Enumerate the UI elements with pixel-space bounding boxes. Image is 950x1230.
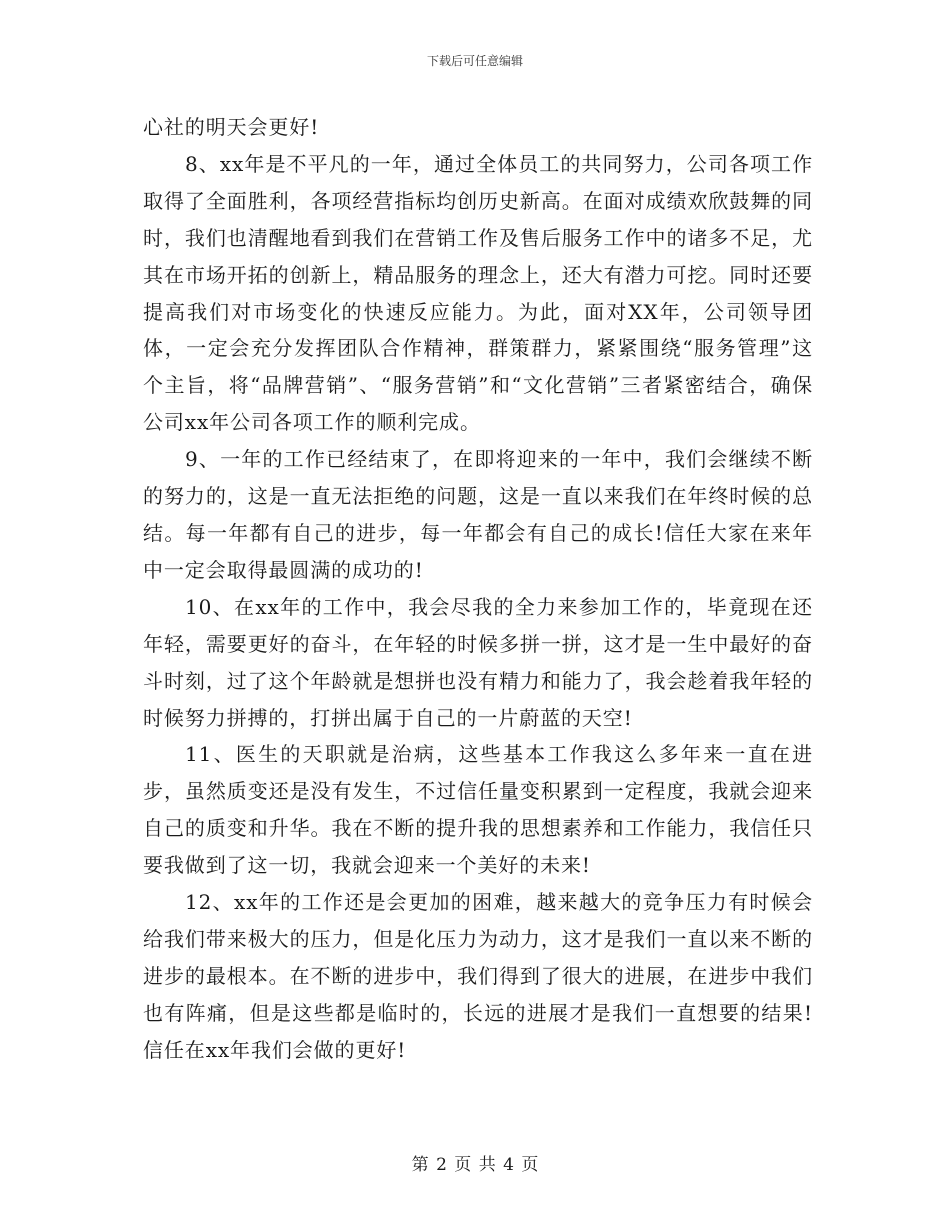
page-number-footer: 第 2 页 共 4 页 <box>411 1155 539 1175</box>
paragraph-item-10: 10、在xx年的工作中，我会尽我的全力来参加工作的，毕竟现在还年轻，需要更好的奋斗，在年轻的时候多拼一拼，这才是一生中最好的奋斗时刻，过了这个年龄就是想拼也没有精力和能力了，我会趁着我年轻的时候努力拼搏的，打拼出属于自己的一片蔚蓝的天空! <box>143 594 813 730</box>
paragraph-item-9: 9、一年的工作已经结束了，在即将迎来的一年中，我们会继续不断的努力的，这是一直无法拒绝的问题，这是一直以来我们在年终时候的总结。每一年都有自己的进步，每一年都会有自己的成长!信任大家在来年中一定会取得最圆满的成功的! <box>143 447 813 582</box>
paragraph-item-11: 11、医生的天职就是治病，这些基本工作我这么多年来一直在进步，虽然质变还是没有发生，不过信任量变积累到一定程度，我就会迎来自己的质变和升华。我在不断的提升我的思想素养和工作能力，我信任只要我做到了这一切，我就会迎来一个美好的未来! <box>143 742 813 878</box>
page-header: 下载后可任意编辑 <box>426 54 523 68</box>
document-body <box>143 109 813 1069</box>
paragraph-item-8: 8、xx年是不平凡的一年，通过全体员工的共同努力，公司各项工作取得了全面胜利，各项经营指标均创历史新高。在面对成绩欢欣鼓舞的同时，我们也清醒地看到我们在营销工作及售后服务工作中的诸多不足，尤其在市场开拓的创新上，精品服务的理念上，还大有潜力可挖。同时还要提高我们对市场变化的快速反应能力。为此，面对XX年，公司领导团体，一定会充分发挥团队合作精神，群策群力，紧紧围绕“服务管理”这个主旨，将“品牌营销”、“服务营销”和“文化营销”三者紧密结合，确保公司xx年公司各项工作的顺利完成。 <box>143 151 813 435</box>
paragraph-continuation: 心社的明天会更好! <box>143 115 320 139</box>
paragraph-item-12: 12、xx年的工作还是会更加的困难，越来越大的竞争压力有时候会给我们带来极大的压力，但是化压力为动力，这才是我们一直以来不断的进步的最根本。在不断的进步中，我们得到了很大的进展，在进步中我们也有阵痛，但是这些都是临时的，长远的进展才是我们一直想要的结果!信任在xx年我们会做的更好! <box>143 890 813 1062</box>
